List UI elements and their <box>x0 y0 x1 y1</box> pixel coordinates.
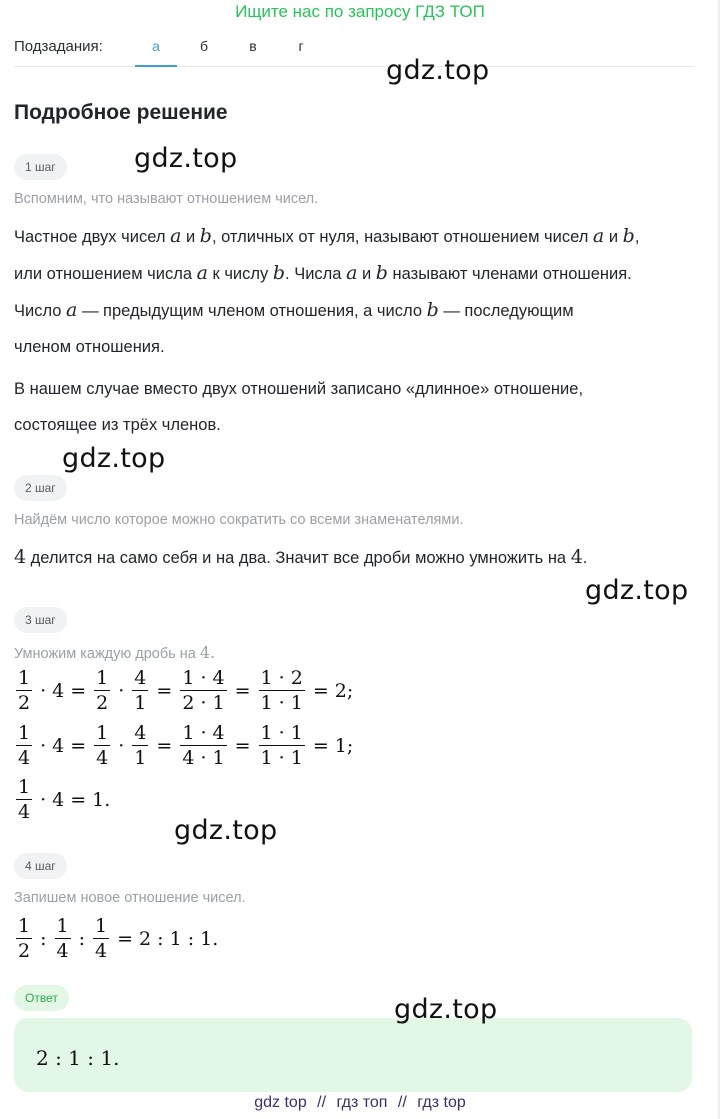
fraction: $\frac{4}{1}$ <box>134 667 147 714</box>
watermark: gdz.top <box>134 143 238 174</box>
footer-links <box>0 1094 720 1112</box>
tab-subtask-g[interactable]: г <box>298 38 304 54</box>
ratio-expression: $\frac{1}{2}$ : $\frac{1}{4}$ : $\frac{1}{4}$ = 2 : 1 : 1. <box>18 915 219 962</box>
watermark: gdz.top <box>386 55 490 86</box>
tab-subtask-a[interactable]: а <box>135 38 177 67</box>
fraction: $\frac{1 \cdot 2}{1 \cdot 1}$ <box>260 667 303 714</box>
step-1-badge: 1 шаг <box>14 154 67 180</box>
tab-subtask-b[interactable]: б <box>199 38 209 54</box>
fraction: $\frac{1}{2}$ <box>96 667 109 714</box>
footer-link[interactable]: гдз топ <box>336 1094 388 1111</box>
footer-link[interactable]: гдз top <box>417 1094 466 1111</box>
step-3-badge: 3 шаг <box>14 607 67 633</box>
watermark: gdz.top <box>394 994 498 1025</box>
footer-separator: // <box>397 1094 407 1111</box>
fraction: $\frac{1 \cdot 4}{2 \cdot 1}$ <box>182 667 225 714</box>
fraction: $\frac{1}{4}$ <box>18 776 31 823</box>
watermark: gdz.top <box>585 575 689 606</box>
fraction: $\frac{1}{4}$ <box>95 915 108 962</box>
text-line: Частное двух чисел a и b, отличных от нуля, называют отношением чисел a и b, <box>14 225 640 247</box>
promo-banner: Ищите нас по запросу ГДЗ ТОП <box>235 2 485 21</box>
fraction: $\frac{4}{1}$ <box>134 722 147 769</box>
step-2-text: 4 делится на само себя и на два. Значит все дроби можно умножить на 4. <box>14 546 588 568</box>
step-4-badge: 4 шаг <box>14 853 67 879</box>
step-4-hint: Запишем новое отношение чисел. <box>14 890 246 906</box>
tab-subtask-v[interactable]: в <box>249 38 257 54</box>
fraction: $\frac{1}{4}$ <box>96 722 109 769</box>
step-1-definition <box>14 218 704 365</box>
fraction: $\frac{1 \cdot 1}{1 \cdot 1}$ <box>260 722 303 769</box>
step-2-badge: 2 шаг <box>14 475 67 501</box>
page-title: Подробное решение <box>14 101 228 124</box>
fraction: $\frac{1}{4}$ <box>18 722 31 769</box>
step-3-hint: Умножим каждую дробь на 4. <box>14 643 216 662</box>
footer-link[interactable]: gdz top <box>254 1094 307 1111</box>
answer-badge: Ответ <box>14 985 69 1011</box>
step-1-hint: Вспомним, что называют отношением чисел. <box>14 191 319 207</box>
equation-1: $\frac{1}{2}$ · 4 = $\frac{1}{2}$ · $\frac{4}{1}$ = $\frac{1 \cdot 4}{2 \cdot 1}$ = $\frac{1 \cdot 2}{1 \cdot 1}$ = 2; <box>18 667 354 714</box>
step-1-explanation <box>14 371 704 443</box>
equation-3: $\frac{1}{4}$ · 4 = 1. <box>18 776 111 823</box>
fraction: $\frac{1 \cdot 4}{4 \cdot 1}$ <box>182 722 225 769</box>
text-line: Число a — предыдущим членом отношения, а число b — последующим <box>14 299 574 321</box>
fraction: $\frac{1}{4}$ <box>56 915 69 962</box>
answer-value: 2 : 1 : 1. <box>36 1046 120 1070</box>
fraction: $\frac{1}{2}$ <box>18 667 31 714</box>
watermark: gdz.top <box>174 815 278 846</box>
text-line: состоящее из трёх членов. <box>14 416 221 434</box>
text-line: членом отношения. <box>14 338 165 356</box>
subtasks-bar <box>14 36 694 67</box>
answer-box <box>14 1018 692 1092</box>
step-2-hint: Найдём число которое можно сократить со всеми знаменателями. <box>14 512 464 528</box>
text-line: или отношением числа a к числу b. Числа a и b называют членами отношения. <box>14 262 632 284</box>
text-line: В нашем случае вместо двух отношений записано «длинное» отношение, <box>14 380 584 398</box>
watermark: gdz.top <box>62 443 166 474</box>
subtasks-label: Подзадания: <box>14 38 103 55</box>
equation-2: $\frac{1}{4}$ · 4 = $\frac{1}{4}$ · $\frac{4}{1}$ = $\frac{1 \cdot 4}{4 \cdot 1}$ = $\frac{1 \cdot 1}{1 \cdot 1}$ = 1; <box>18 722 354 769</box>
fraction: $\frac{1}{2}$ <box>18 915 31 962</box>
footer-separator: // <box>317 1094 327 1111</box>
